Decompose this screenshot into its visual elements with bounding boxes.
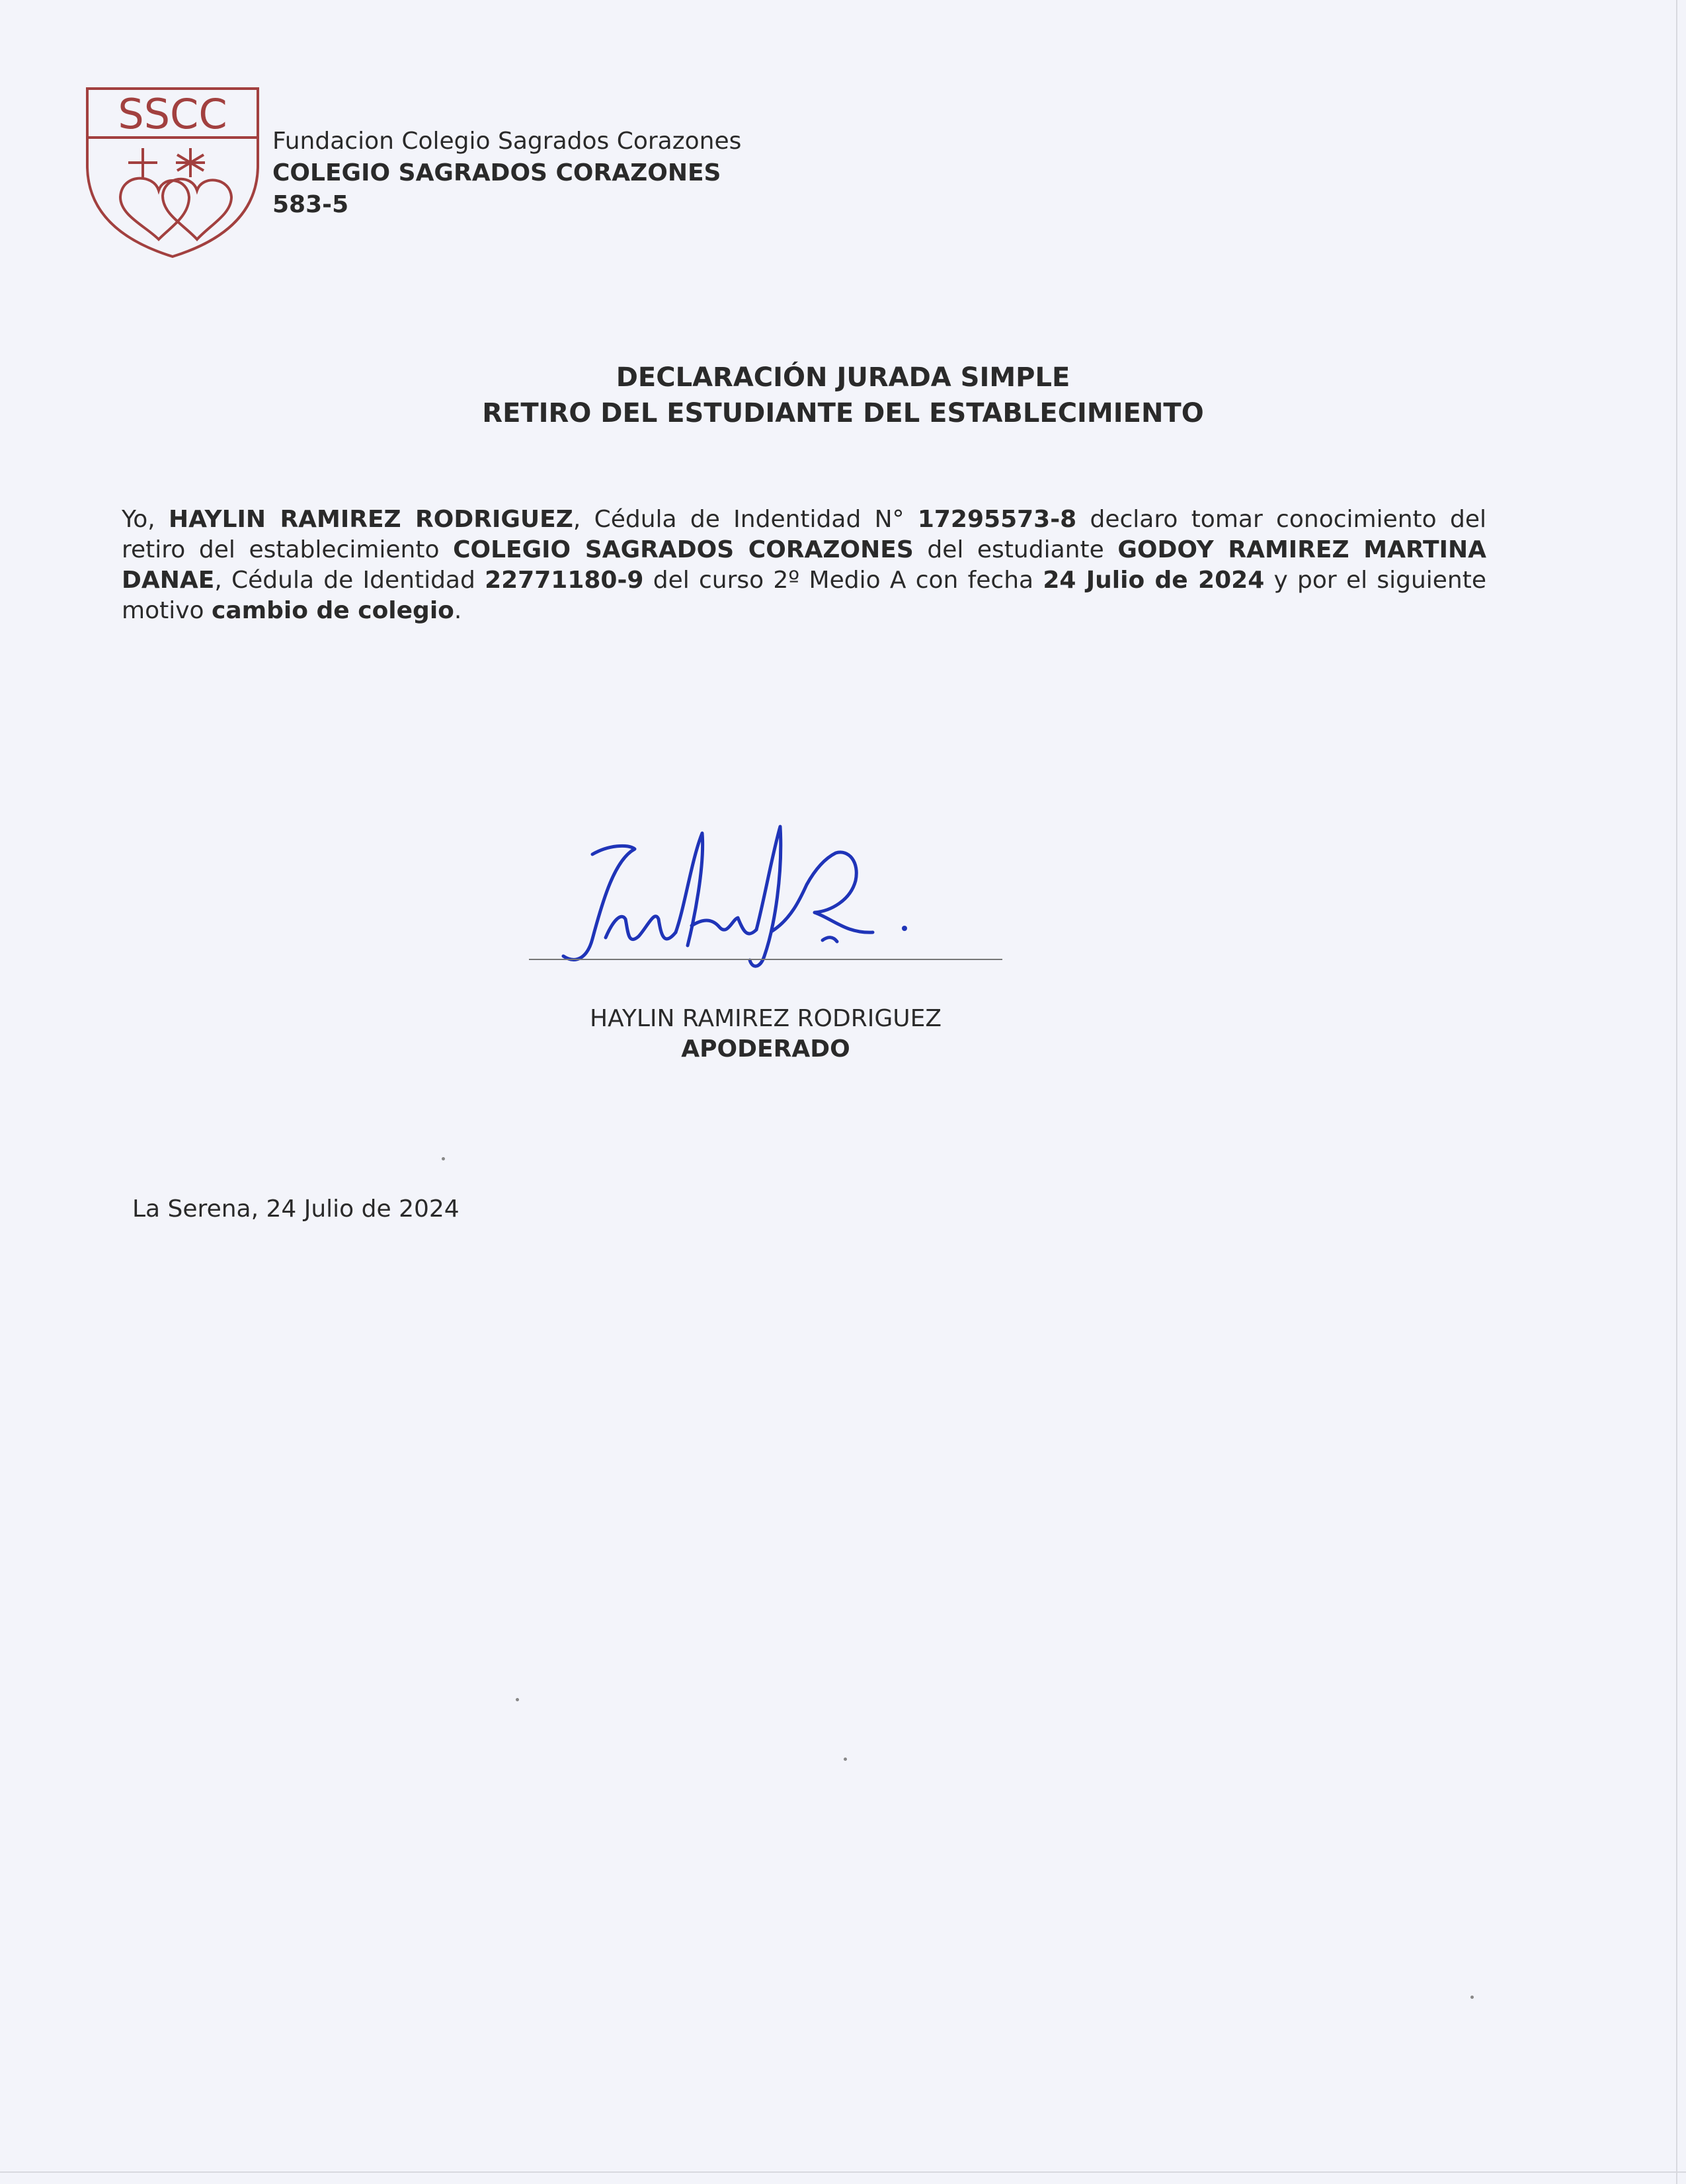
signer-role: APODERADO <box>681 1035 850 1063</box>
text-run: del curso 2º Medio A con fecha <box>643 567 1043 594</box>
scan-speck <box>1470 1996 1474 1999</box>
signer-name: HAYLIN RAMIREZ RODRIGUEZ <box>589 1005 942 1032</box>
text-run: . <box>454 597 462 624</box>
text-run: del estudiante <box>913 536 1118 563</box>
signature-line <box>529 959 1002 960</box>
withdrawal-date: 24 Julio de 2024 <box>1043 567 1265 594</box>
school-name-inline: COLEGIO SAGRADOS CORAZONES <box>453 536 914 563</box>
logo-text: SSCC <box>118 90 227 138</box>
handwritten-signature <box>529 820 1005 992</box>
declaration-paragraph <box>122 505 1486 626</box>
scan-speck <box>844 1758 847 1761</box>
text-run: , Cédula de Indentidad N° <box>573 506 918 533</box>
text-run: Yo, <box>122 506 169 533</box>
text-run: y por el siguiente motivo <box>122 567 1487 624</box>
scan-speck <box>516 1698 519 1701</box>
scan-edge-bottom <box>0 2171 1686 2173</box>
school-code: 583-5 <box>272 191 349 218</box>
document-title: DECLARACIÓN JURADA SIMPLE <box>616 362 1070 393</box>
student-id: 22771180-9 <box>485 567 644 594</box>
document-subtitle: RETIRO DEL ESTUDIANTE DEL ESTABLECIMIENTO <box>482 398 1204 428</box>
school-logo <box>85 86 261 259</box>
declarant-name: HAYLIN RAMIREZ RODRIGUEZ <box>168 506 573 533</box>
scan-edge-right <box>1676 0 1677 2184</box>
text-run: , Cédula de Identidad <box>214 567 485 594</box>
declarant-id: 17295573-8 <box>917 506 1077 533</box>
text-run: declaro tomar conocimiento del retiro del establecimiento <box>122 506 1486 563</box>
withdrawal-reason: cambio de colegio <box>211 597 454 624</box>
scan-speck <box>442 1157 445 1160</box>
school-name: COLEGIO SAGRADOS CORAZONES <box>272 159 721 186</box>
foundation-name: Fundacion Colegio Sagrados Corazones <box>272 128 742 155</box>
student-name: GODOY RAMIREZ MARTINA DANAE <box>122 536 1486 594</box>
place-and-date: La Serena, 24 Julio de 2024 <box>132 1195 460 1223</box>
letterhead <box>272 126 741 221</box>
